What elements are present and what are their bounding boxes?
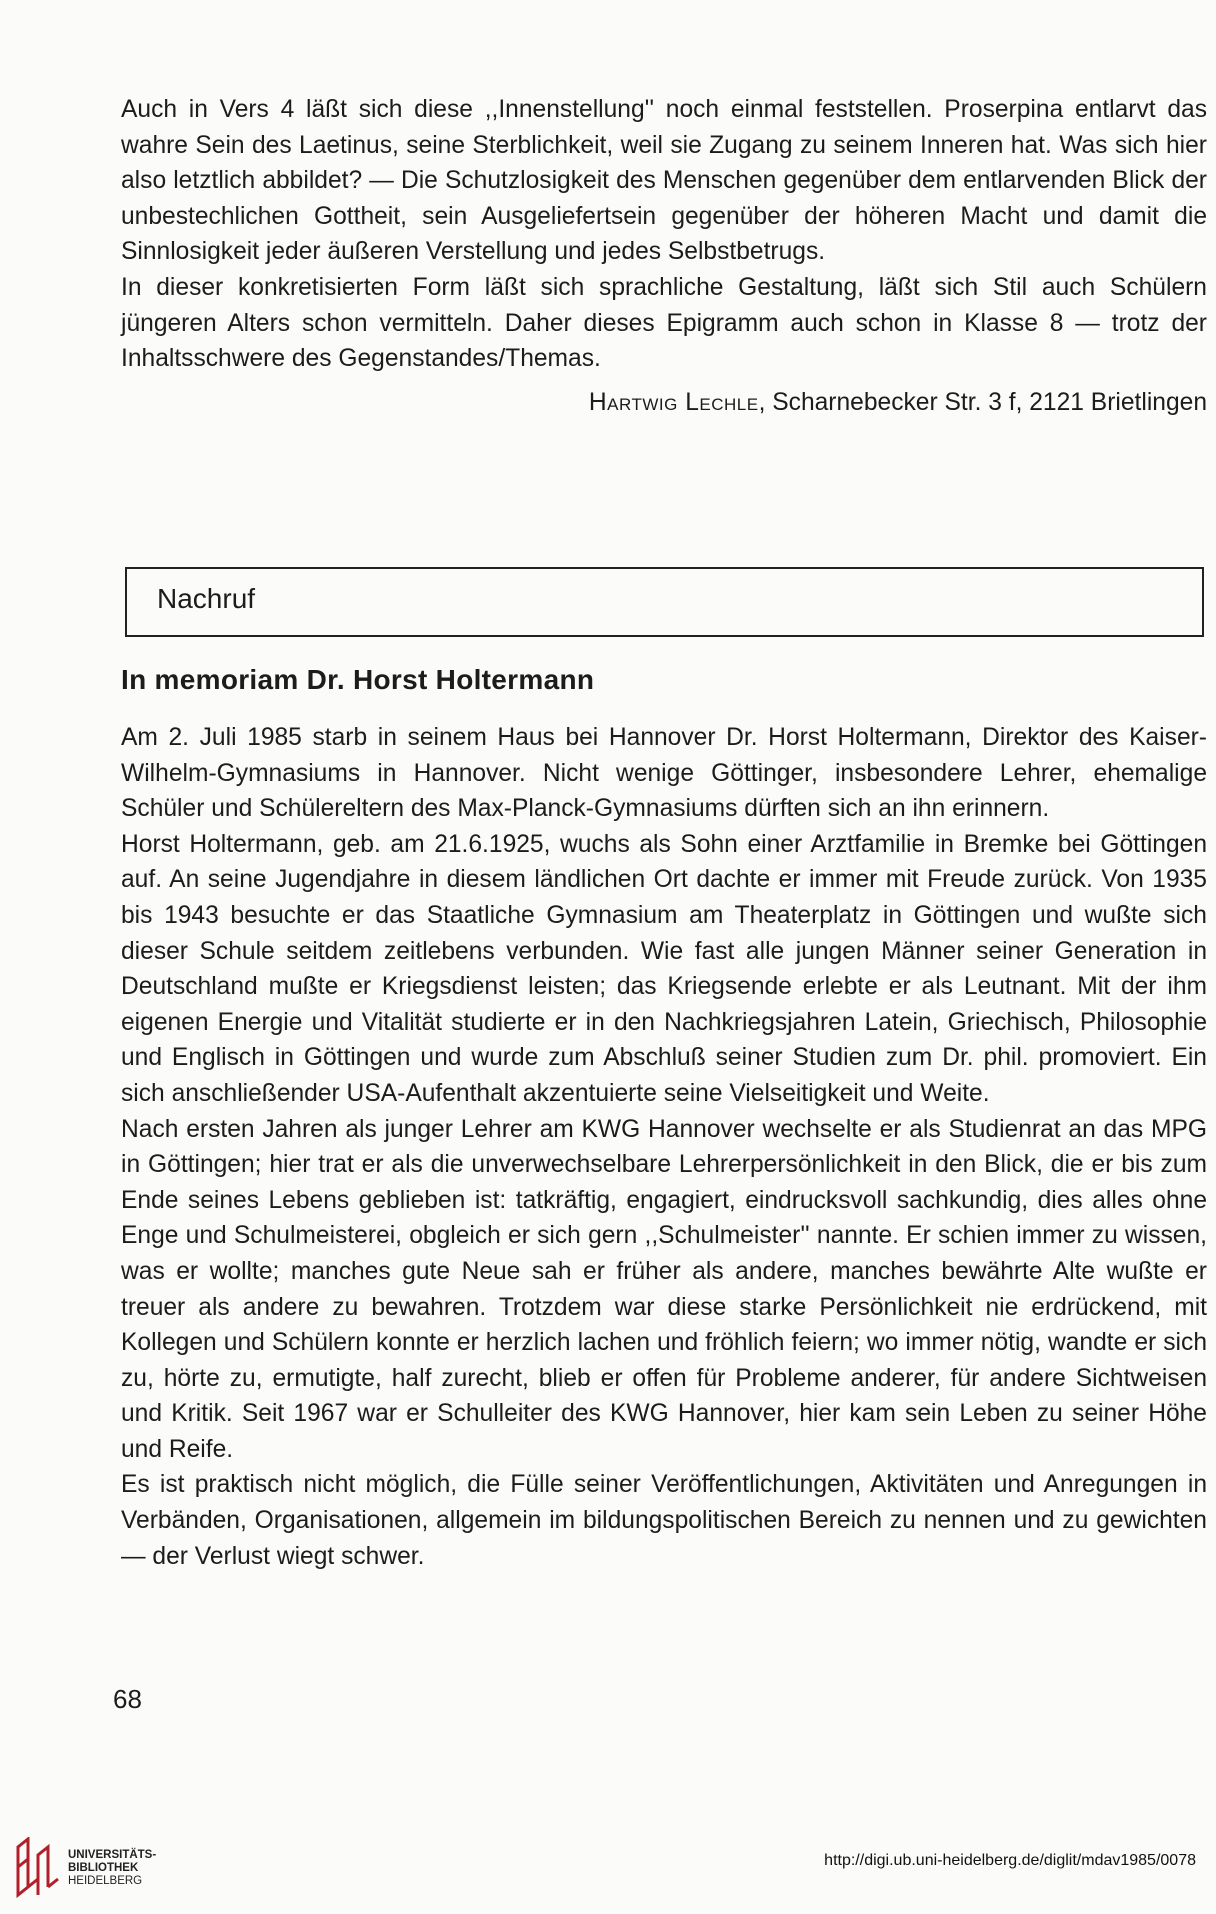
author-name: Hartwig Lechle: [588, 388, 759, 416]
library-logo: [14, 1832, 184, 1904]
intro-paragraph-1: Auch in Vers 4 läßt sich diese ,,Innenstellung'' noch einmal feststellen. Proserpina entlarvt das wahre Sein des Laetinus, seine Sterblichkeit, weil sie Zugang zu seinem Inneren hat. Was sich hier also letztlich abbildet? — Die Schutzlosigkeit des Menschen gegenüber dem entlarvenden Blick der unbestechlichen Gottheit, sein Ausgeliefertsein gegenüber der höheren Macht und damit die Sinnlosigkeit jeder äußeren Verstellung und jedes Selbstbetrugs.: [121, 96, 1207, 266]
intro-text-block: [121, 92, 1207, 420]
footer-bar: [0, 1822, 1216, 1914]
article-paragraph-3: Nach ersten Jahren als junger Lehrer am KWG Hannover wechselte er als Studienrat an das MPG in Göttingen; hier trat er als die unverwechselbare Lehrerpersönlichkeit in den Blick, die er bis zum Ende seines Lebens geblieben ist: tatkräftig, engagiert, eindrucksvoll sachkundig, dies alles ohne Enge und Schulmeisterei, obgleich er sich gern ,,Schulmeister'' nannte. Er schien immer zu wissen, was er wollte; manches gute Neue sah er früher als andere, manches bewährte Alte wußte er treuer als andere zu bewahren. Trotzdem war diese starke Persönlichkeit nie erdrückend, mit Kollegen und Schülern konnte er herzlich lachen und fröhlich feiern; wo immer nötig, wandte er sich zu, hörte zu, ermutigte, half zurecht, blieb er offen für Probleme anderer, für andere Sichtweisen und Kritik. Seit 1967 war er Schulleiter des KWG Hannover, hier kam sein Leben zu seiner Höhe und Reife.: [121, 1115, 1207, 1463]
section-header-box: [125, 567, 1204, 637]
library-logo-icon: [14, 1837, 60, 1899]
article-body: [121, 720, 1207, 1574]
source-url-link[interactable]: http://digi.ub.uni-heidelberg.de/diglit/mdav1985/0078: [824, 1852, 1196, 1869]
author-address: , Scharnebecker Str. 3 f, 2121 Brietlingen: [758, 388, 1207, 416]
article-paragraph-2: Horst Holtermann, geb. am 21.6.1925, wuchs als Sohn einer Arztfamilie in Bremke bei Göttingen auf. An seine Jugendjahre in diesem ländlichen Ort dachte er immer mit Freude zurück. Von 1935 bis 1943 besuchte er das Staatliche Gymnasium am Theaterplatz in Göttingen und wußte sich dieser Schule seitdem zeitlebens verbunden. Wie fast alle jungen Männer seiner Generation in Deutschland mußte er Kriegsdienst leisten; das Kriegsende erlebte er als Leutnant. Mit der ihm eigenen Energie und Vitalität studierte er in den Nachkriegsjahren Latein, Griechisch, Philosophie und Englisch in Göttingen und wurde zum Abschluß seiner Studien zum Dr. phil. promoviert. Ein sich anschließender USA-Aufenthalt akzentuierte seine Vielseitigkeit und Weite.: [121, 830, 1207, 1107]
author-signature: [121, 385, 1207, 421]
logo-line-1: UNIVERSITÄTS-: [68, 1848, 157, 1861]
library-logo-text: [68, 1849, 156, 1888]
intro-paragraph-2: In dieser konkretisierten Form läßt sich sprachliche Gestaltung, läßt sich Stil auch Schülern jüngeren Alters schon vermitteln. Daher dieses Epigramm auch schon in Klasse 8 — trotz der Inhaltsschwere des Gegenstandes/Themas.: [121, 273, 1207, 373]
logo-line-2: BIBLIOTHEK: [68, 1861, 139, 1874]
section-title: Nachruf: [157, 583, 256, 614]
article-paragraph-1: Am 2. Juli 1985 starb in seinem Haus bei Hannover Dr. Horst Holtermann, Direktor des Kaiser-Wilhelm-Gymnasiums in Hannover. Nicht wenige Göttinger, insbesondere Lehrer, ehemalige Schüler und Schülereltern des Max-Planck-Gymnasiums dürften sich an ihn erinnern.: [121, 724, 1207, 823]
page-number: 68: [113, 1684, 142, 1714]
article-paragraph-4: Es ist praktisch nicht möglich, die Fülle seiner Veröffentlichungen, Aktivitäten und Anregungen in Verbänden, Organisationen, allgemein im bildungspolitischen Bereich zu nennen und zu gewichten — der Verlust wiegt schwer.: [121, 1471, 1207, 1570]
logo-line-3: HEIDELBERG: [68, 1874, 143, 1887]
article-heading: In memoriam Dr. Horst Holtermann: [121, 664, 595, 695]
